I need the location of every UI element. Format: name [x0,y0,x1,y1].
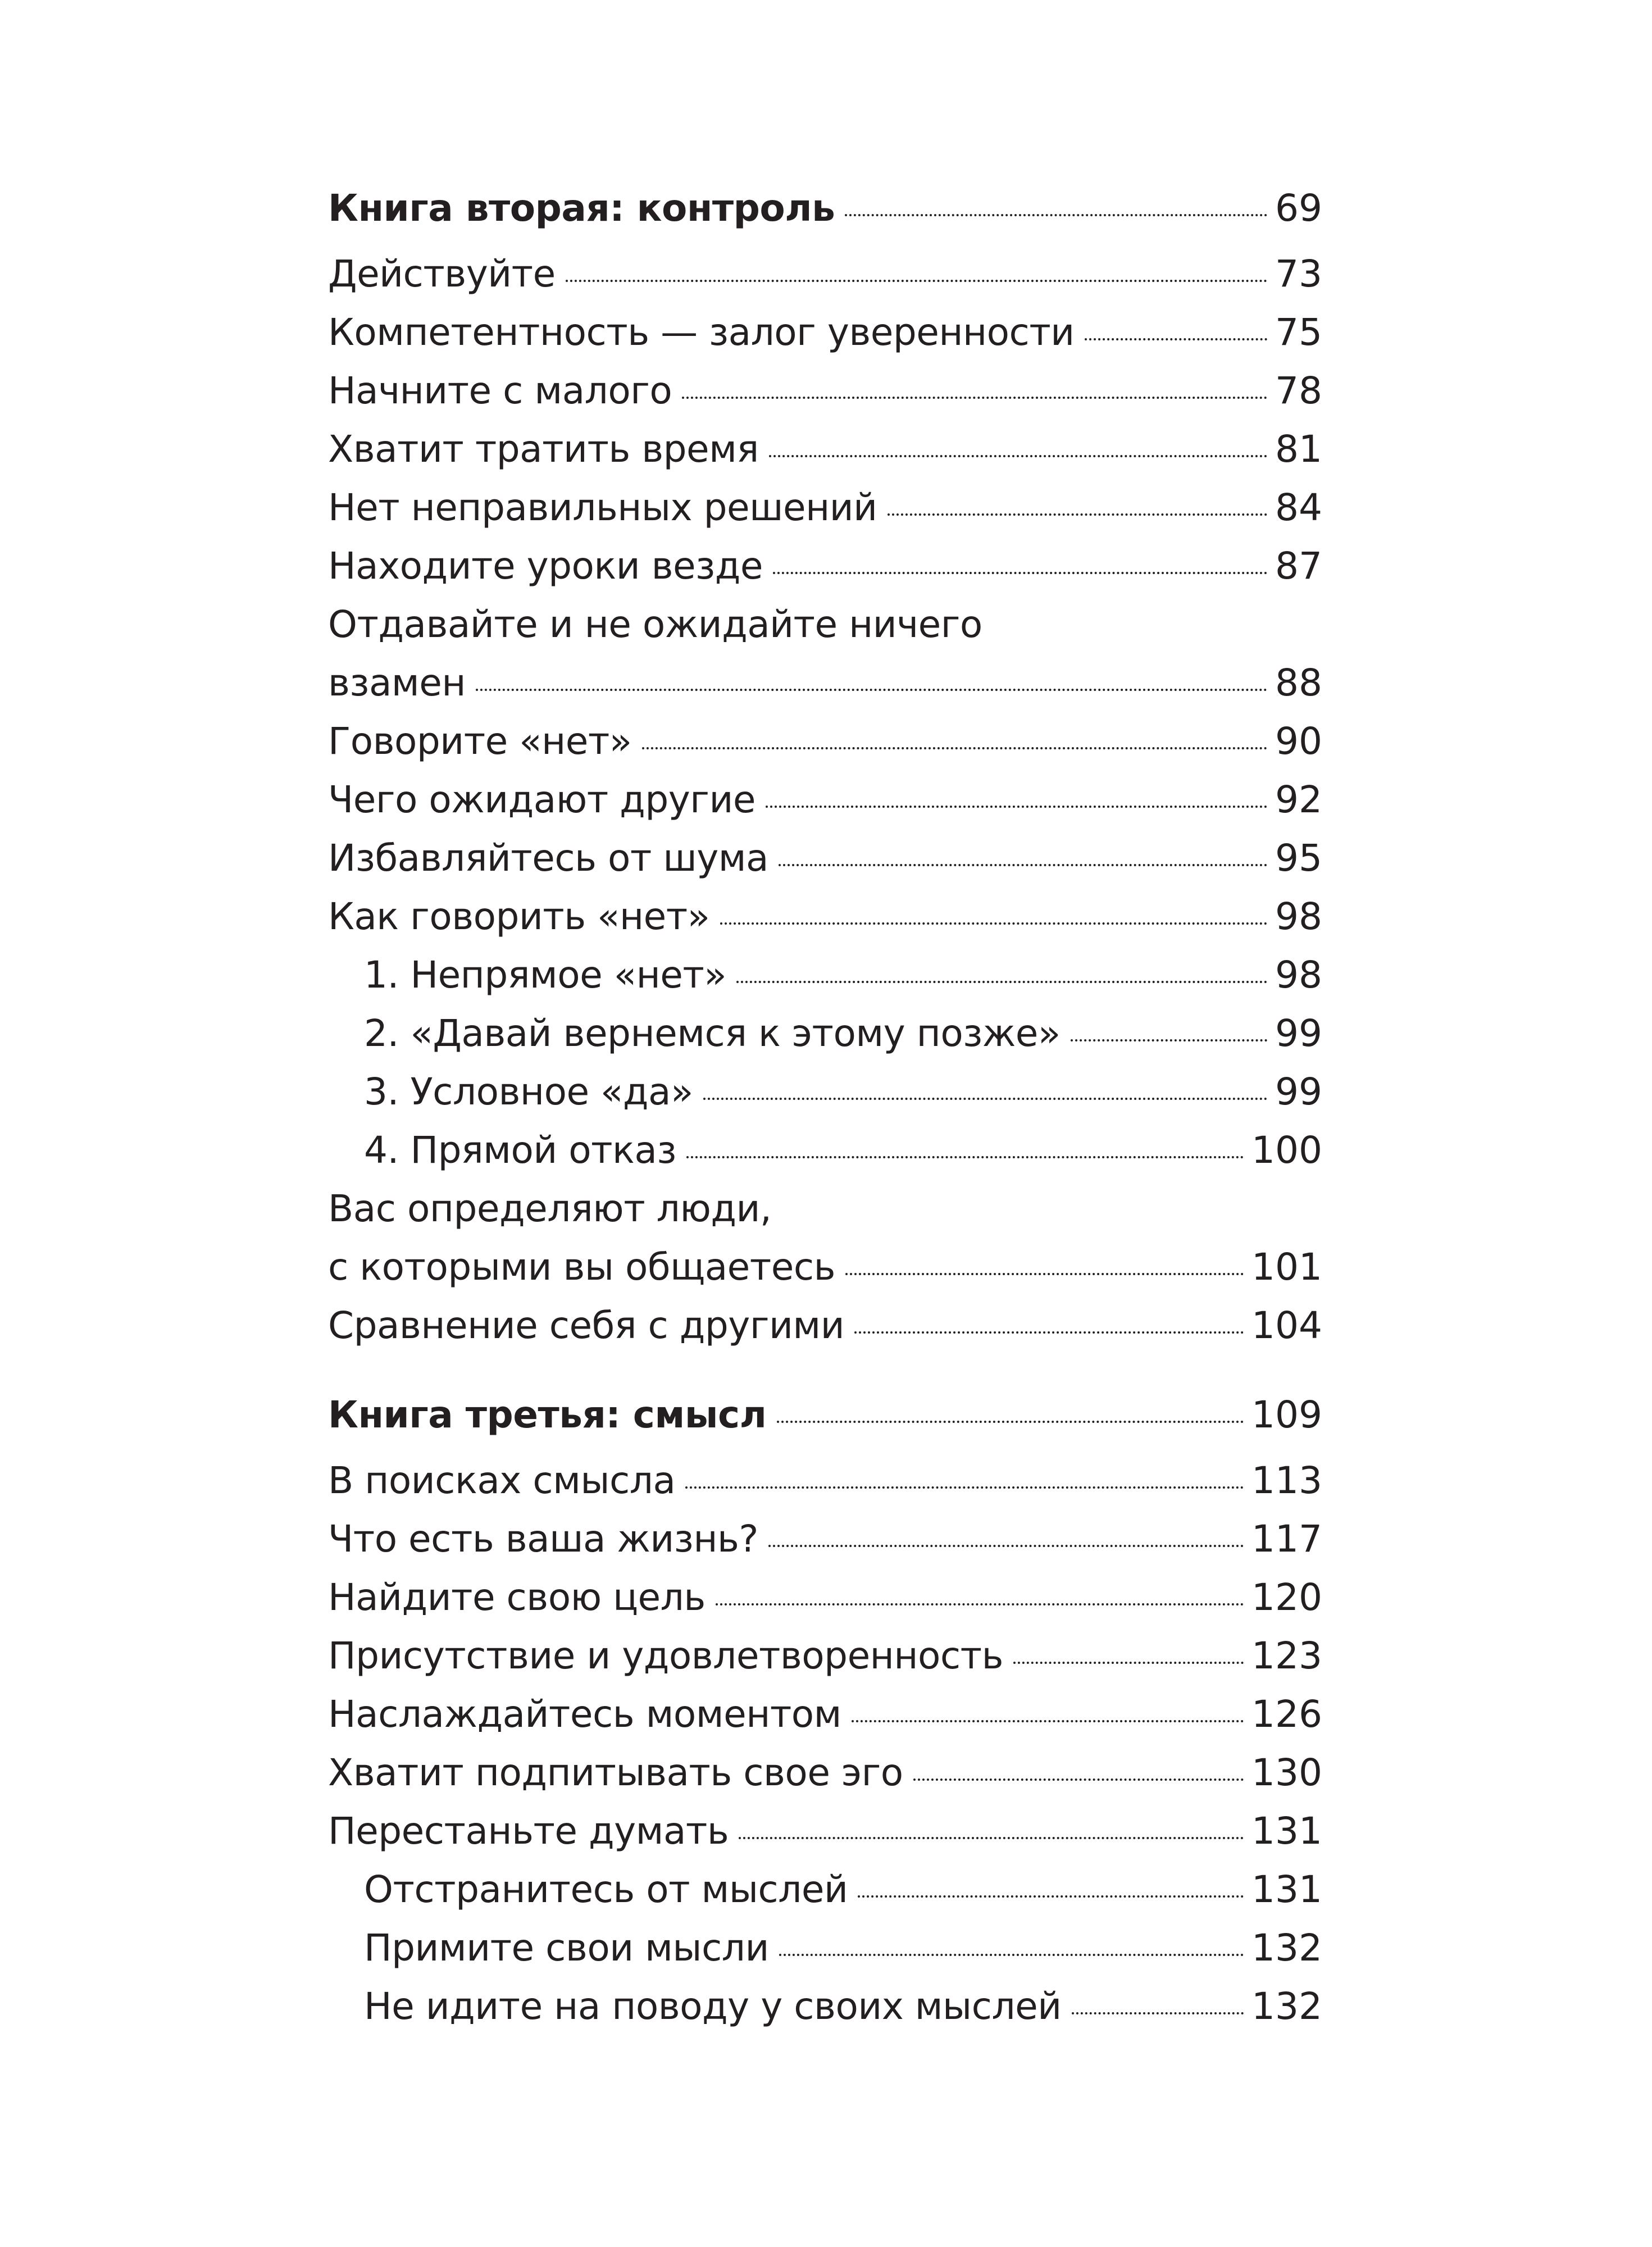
toc-page-number: 81 [1275,427,1322,471]
dot-leader [716,1603,1244,1605]
table-of-contents [328,175,1322,2036]
toc-page-number: 104 [1251,1304,1322,1347]
toc-entry [328,362,1322,420]
dot-leader [852,1720,1244,1722]
toc-section-title: Книга вторая: контроль [328,187,835,230]
dot-leader [768,1545,1244,1547]
toc-entry-first-line [328,1180,1322,1238]
toc-page-number: 131 [1251,1809,1322,1853]
dot-leader [779,864,1267,866]
dot-leader [682,397,1267,399]
dot-leader [476,689,1267,691]
toc-page-number: 90 [1275,720,1322,763]
toc-entry [328,420,1322,479]
toc-entry-label: Компетентность — залог уверенности [328,311,1075,354]
toc-subentry [328,1977,1322,2036]
dot-leader [703,1098,1267,1100]
dot-leader [1013,1662,1244,1664]
toc-entry-first-line [328,595,1322,654]
toc-page-number: 78 [1275,369,1322,412]
toc-entry [328,1627,1322,1685]
dot-leader [773,572,1267,574]
toc-entry-label: В поисках смысла [328,1459,676,1502]
toc-section-title: Книга третья: смысл [328,1393,767,1436]
toc-entry [328,1568,1322,1627]
toc-entry-label: Избавляйтесь от шума [328,836,768,880]
toc-subentry [328,946,1322,1004]
toc-subentry [328,1919,1322,1977]
toc-page-number: 99 [1275,1070,1322,1113]
toc-subentry [328,1063,1322,1121]
toc-entry [328,1452,1322,1510]
toc-page-number: 113 [1251,1459,1322,1502]
dot-leader [888,513,1267,516]
toc-entry-label: Найдите свою цель [328,1576,706,1619]
toc-entry-label: Наслаждайтесь моментом [328,1693,841,1736]
toc-entry [328,1238,1322,1297]
toc-entry-label: Говорите «нет» [328,720,632,763]
toc-entry-label: Хватит подпитывать свое эго [328,1751,903,1794]
toc-entry [328,479,1322,537]
toc-subentry [328,1004,1322,1063]
toc-entry [328,1685,1322,1744]
toc-entry-label: Что есть ваша жизнь? [328,1517,758,1561]
toc-entry-label: Отстранитесь от мыслей [364,1868,848,1911]
toc-entry [328,1744,1322,1802]
dot-leader [1072,2012,1244,2014]
dot-leader [685,1486,1244,1489]
dot-leader [845,214,1267,216]
dot-leader [686,1156,1244,1158]
dot-leader [766,806,1267,808]
toc-entry [328,245,1322,303]
toc-entry [328,303,1322,362]
toc-page-number: 92 [1275,778,1322,821]
dot-leader [720,922,1267,925]
dot-leader [566,280,1267,282]
toc-page-number: 73 [1275,252,1322,295]
toc-entry [328,1297,1322,1355]
toc-page-number: 98 [1275,895,1322,938]
toc-page-number: 88 [1275,661,1322,704]
toc-page-number: 69 [1275,187,1322,230]
toc-entry-label: Как говорить «нет» [328,895,710,938]
toc-page-number: 126 [1251,1693,1322,1736]
toc-page-number: 132 [1251,1926,1322,1969]
toc-page-number: 131 [1251,1868,1322,1911]
toc-page-number: 99 [1275,1012,1322,1055]
toc-entry-label: взамен [328,661,466,704]
toc-entry-label-line1: Вас определяют люди, [328,1187,772,1230]
dot-leader [736,981,1267,983]
toc-entry-label: Присутствие и удовлетворенность [328,1634,1003,1677]
toc-section-heading [328,1382,1322,1448]
dot-leader [779,1954,1244,1956]
toc-page-number: 117 [1251,1517,1322,1561]
toc-entry-label: с которыми вы общаетесь [328,1245,836,1289]
toc-entry [328,829,1322,888]
toc-entry-label: 3. Условное «да» [364,1070,693,1113]
toc-page-number: 87 [1275,544,1322,588]
toc-page-number: 123 [1251,1634,1322,1677]
dot-leader [913,1779,1244,1781]
toc-entry [328,1510,1322,1568]
dot-leader [769,455,1267,457]
toc-entry-label: Находите уроки везде [328,544,763,588]
toc-page-number: 75 [1275,311,1322,354]
toc-page-number: 84 [1275,486,1322,529]
toc-entry-label: Перестаньте думать [328,1809,729,1853]
toc-subentry [328,1121,1322,1180]
toc-entry [328,654,1322,712]
toc-section-heading [328,175,1322,242]
toc-entry-label: 1. Непрямое «нет» [364,953,727,997]
toc-page-number: 98 [1275,953,1322,997]
toc-entry-label: 2. «Давай вернемся к этому позже» [364,1012,1061,1055]
toc-entry-label: Действуйте [328,252,556,295]
toc-page-number: 101 [1251,1245,1322,1289]
toc-entry-label: Начните с малого [328,369,672,412]
toc-page-number: 120 [1251,1576,1322,1619]
dot-leader [845,1273,1244,1275]
dot-leader [854,1331,1244,1334]
toc-entry-label: Чего ожидают другие [328,778,756,821]
toc-page-number: 130 [1251,1751,1322,1794]
toc-entry [328,1802,1322,1861]
toc-page-number: 95 [1275,836,1322,880]
dot-leader [858,1895,1244,1898]
toc-entry-label-line1: Отдавайте и не ожидайте ничего [328,603,982,646]
dot-leader [1071,1039,1267,1041]
toc-entry-label: Не идите на поводу у своих мыслей [364,1985,1062,2028]
toc-entry-label: Нет неправильных решений [328,486,877,529]
toc-page-number: 100 [1251,1129,1322,1172]
toc-entry-label: Сравнение себя с другими [328,1304,845,1347]
dot-leader [642,747,1267,749]
toc-subentry [328,1861,1322,1919]
toc-entry-label: 4. Прямой отказ [364,1129,676,1172]
dot-leader [1085,338,1267,340]
toc-entry-label: Хватит тратить время [328,427,759,471]
toc-entry [328,537,1322,595]
dot-leader [739,1837,1244,1839]
toc-entry [328,888,1322,946]
toc-entry [328,771,1322,829]
section-gap [328,1355,1322,1382]
toc-page-number: 109 [1251,1393,1322,1436]
toc-entry [328,712,1322,771]
toc-entry-label: Примите свои мысли [364,1926,769,1969]
toc-page-number: 132 [1251,1985,1322,2028]
dot-leader [777,1421,1244,1423]
